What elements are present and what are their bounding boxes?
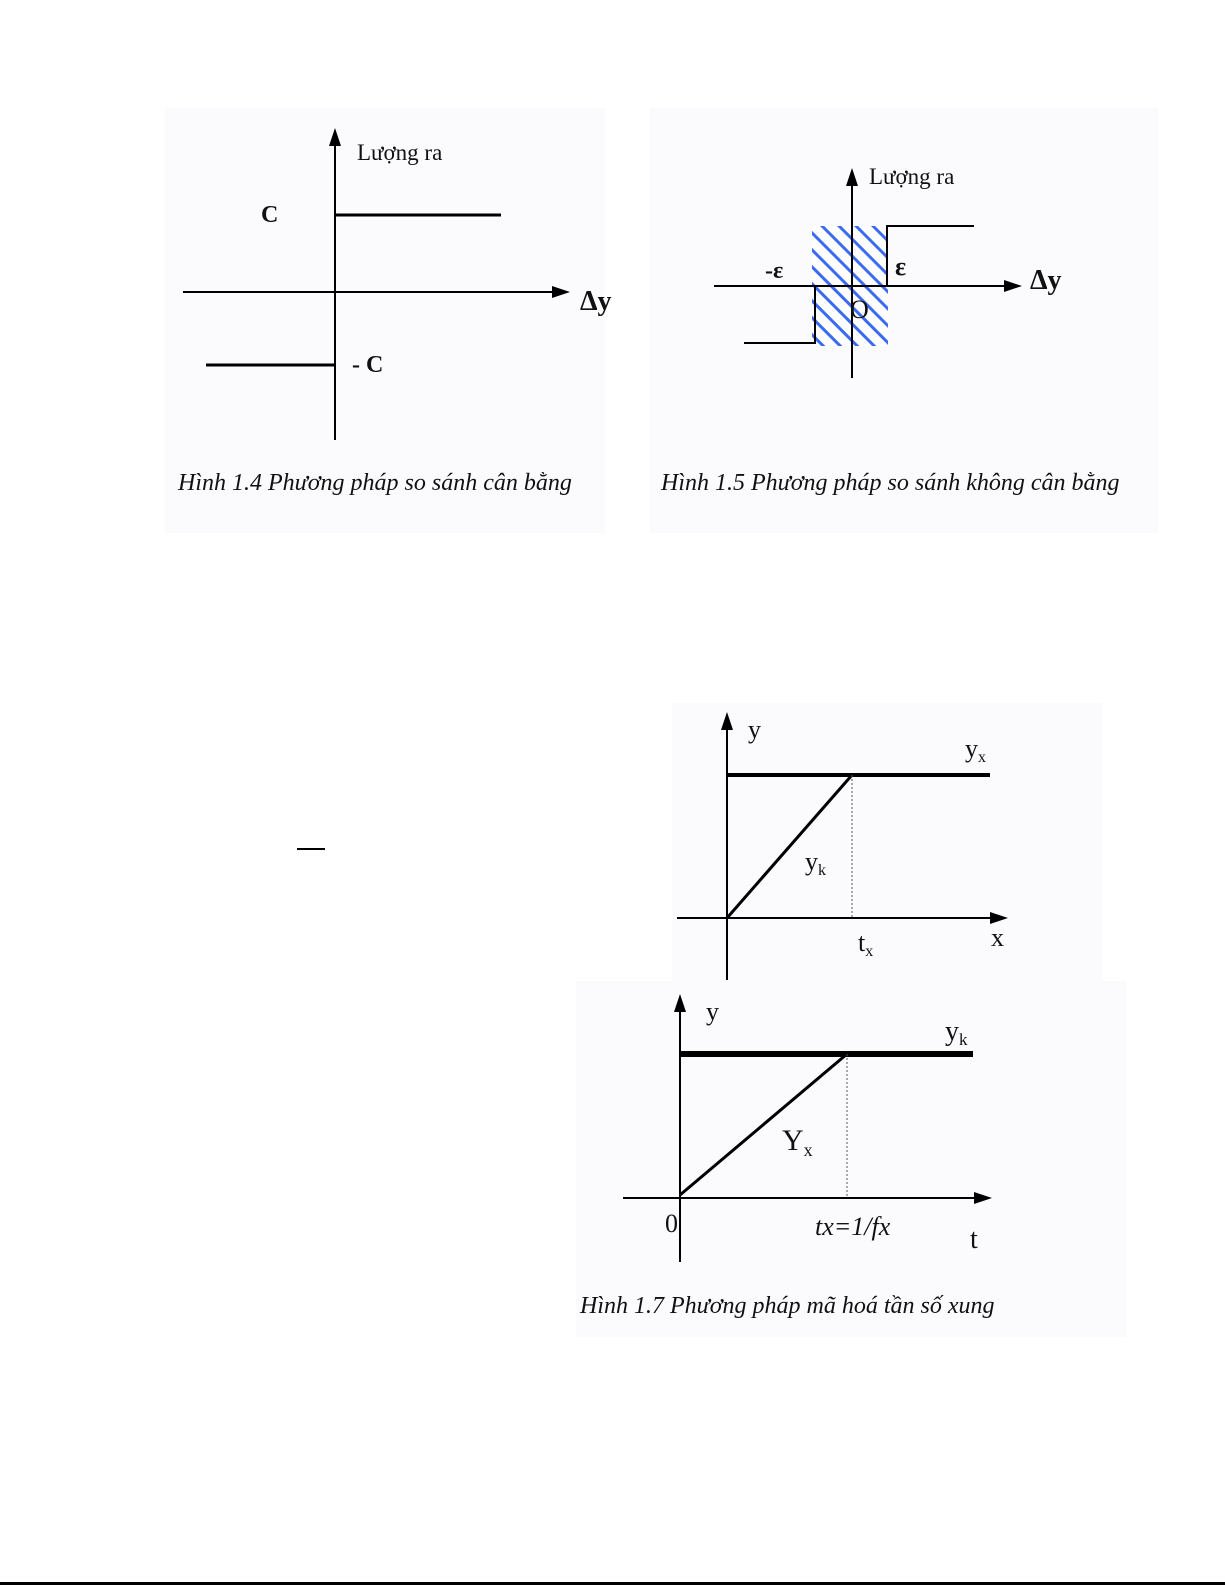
fig17b-x-axis-label: t [970,1224,978,1255]
fig17a-yx-label: yx [965,734,986,766]
fig15-origin-label: O [850,295,869,324]
figure-1-5-caption: Hình 1.5 Phương pháp so sánh không cân bằng [661,470,1120,496]
fig15-x-label: Δy [1030,265,1062,296]
fig14-x-label: Δy [580,286,612,317]
fig17a-yk-ramp [727,775,852,918]
fig17b-yx-label: $Y_x$ [782,1124,813,1160]
fig17b-y-arrow-icon [674,994,686,1012]
fig17b-yx-ramp [680,1054,847,1195]
fig15-neg-eps-label: -ε [765,258,784,284]
fig17b-x-arrow-icon [974,1192,992,1204]
fig17a-y-arrow-icon [721,712,733,730]
fig14-level-high-label: C [261,202,279,228]
fig15-pos-eps-label: ε [895,252,907,281]
fig17a-y-axis-label: y [748,715,761,744]
fig14-y-label: Lượng ra [357,140,443,165]
fig17b-yk-label: yk [945,1016,968,1049]
fig17b-y-axis-label: y [706,997,719,1026]
figure-1-7-caption: Hình 1.7 Phương pháp mã hoá tần số xung [580,1293,995,1319]
figure-1-4-caption: Hình 1.4 Phương pháp so sánh cân bằng [178,470,572,496]
fig17b-origin-label: 0 [665,1209,678,1238]
fig17a-x-axis-label: x [991,923,1004,952]
fig15-y-label: Lượng ra [869,164,955,189]
fig17a-tx-label: tx [858,928,874,960]
fig17a-yk-label: yk [805,847,826,879]
fig17b-tx-formula: tx=1/fx [815,1212,891,1241]
fig14-level-low-label: - C [352,352,384,378]
